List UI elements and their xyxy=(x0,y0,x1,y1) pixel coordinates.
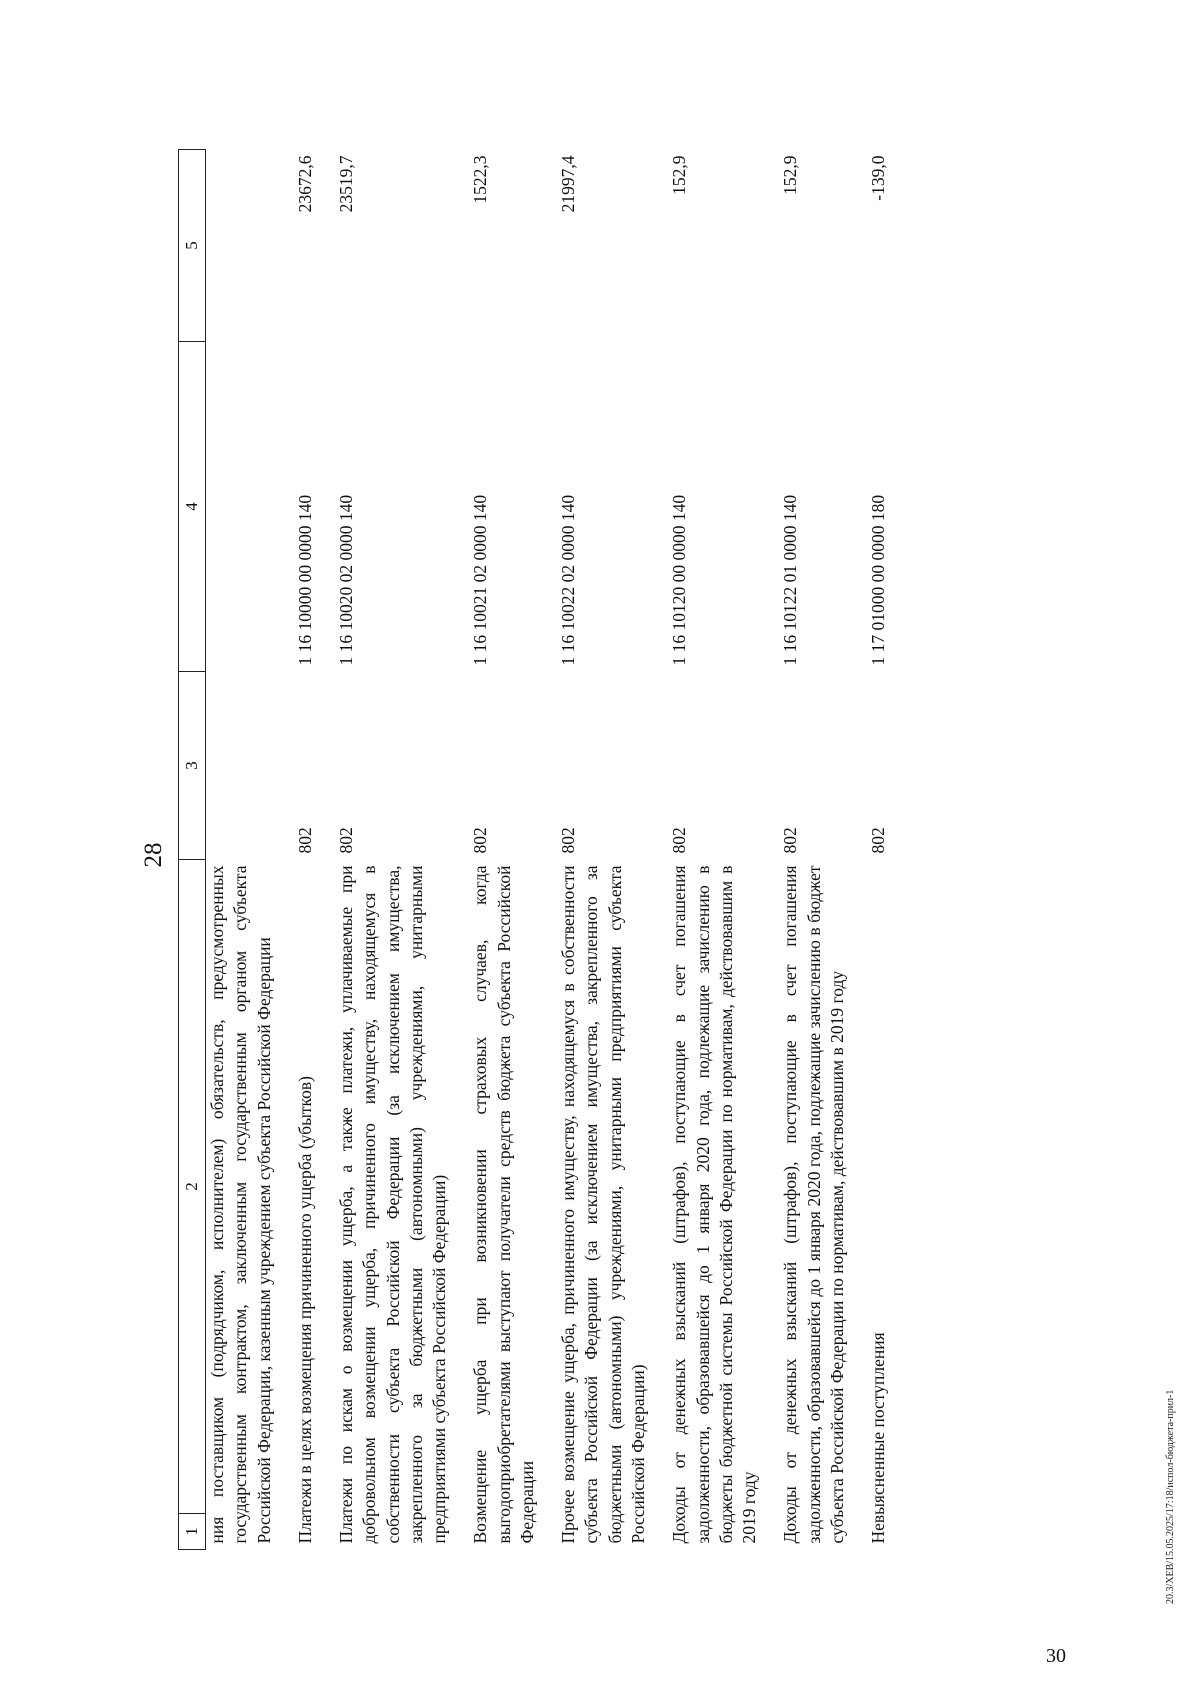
row-budget-code: 1 16 10020 02 0000 140 xyxy=(336,494,357,666)
row-admin-code: 802 xyxy=(669,827,690,854)
row-admin-code: 802 xyxy=(868,827,889,854)
row-description: Платежи в целях возмещения причиненного ущерба (убытков) xyxy=(294,1076,315,1544)
table-row xyxy=(867,150,908,1550)
col-header-1: 1 xyxy=(179,1514,206,1550)
col-header-2: 2 xyxy=(179,860,206,1514)
row-description: Возмещение ущерба при возникновении страховых случаев, когда выгодоприобретателями выступают получатели средств бюджета субъекта Российской Федерации xyxy=(470,865,537,1544)
row-admin-code: 802 xyxy=(558,827,579,854)
outer-page-number: 30 xyxy=(1046,1645,1066,1667)
row-amount: -139,0 xyxy=(868,155,889,201)
col-header-3: 3 xyxy=(179,672,206,860)
row-budget-code: 1 17 01000 00 0000 180 xyxy=(868,494,889,666)
row-description: Доходы от денежных взысканий (штрафов), поступающие в счет погашения задолженности, образовавшейся до 1 января 2020 года, подлежащие зачислению в бюджет субъекта Российской Федерации по нормативам, действовавшим в 2019 году xyxy=(780,865,847,1544)
col-header-4: 4 xyxy=(179,342,206,672)
row-amount: 152,9 xyxy=(669,155,690,195)
row-budget-code: 1 16 10021 02 0000 140 xyxy=(470,494,491,666)
table-row xyxy=(294,150,335,1550)
row-budget-code xyxy=(206,342,294,672)
row-amount xyxy=(206,150,294,342)
page-number: 28 xyxy=(140,842,167,868)
rotated-page xyxy=(60,90,1060,1620)
table-header-row xyxy=(179,150,206,1550)
row-description: ния поставщиком (подрядчиком, исполнителем) обязательств, предусмотренных государственным контрактом, заключенным государственным органом субъекта Российской Федерации, казенным учреждением субъекта Российской Федерации xyxy=(207,865,274,1544)
table-row xyxy=(779,150,867,1550)
row-admin-code xyxy=(206,672,294,860)
row-budget-code: 1 16 10122 01 0000 140 xyxy=(780,494,801,666)
table-row xyxy=(335,150,469,1550)
row-amount: 21997,4 xyxy=(558,155,579,213)
revenue-table xyxy=(178,149,908,1550)
row-budget-code: 1 16 10000 00 0000 140 xyxy=(294,494,315,666)
row-description: Доходы от денежных взысканий (штрафов), поступающие в счет погашения задолженности, образовавшейся до 1 января 2020 года, подлежащие зачислению в бюджеты бюджетной системы Российской Федерации по нормативам, действовавшим в 2019 году xyxy=(669,865,760,1544)
row-amount: 152,9 xyxy=(780,155,801,195)
col-header-5: 5 xyxy=(179,150,206,342)
row-description: Платежи по искам о возмещении ущерба, а также платежи, уплачиваемые при добровольном возмещении ущерба, причиненного имуществу, находящемуся в собственности субъекта Российской Федерации (за исключением имущества, закрепленного за бюджетными (автономными) учреждениями, унитарными предприятиями субъекта Российской Федерации) xyxy=(336,865,450,1544)
row-admin-code: 802 xyxy=(470,827,491,854)
row-description: Прочее возмещение ущерба, причиненного имуществу, находящемуся в собственности субъекта Российской Федерации (за исключением имущества, закрепленного за бюджетными (автономными) учреждениями, унитарными предприятиями субъекта Российской Федерации) xyxy=(558,865,648,1544)
footer-document-code: 20.3/XEB/15.05.2025/17:18/испол-бюджета-прил-1 xyxy=(1165,1389,1176,1604)
table-row xyxy=(206,150,294,1550)
row-amount: 23672,6 xyxy=(294,155,315,213)
row-description: Невыясненные поступления xyxy=(868,1332,889,1544)
table-row xyxy=(469,150,557,1550)
row-admin-code: 802 xyxy=(780,827,801,854)
row-amount: 23519,7 xyxy=(336,155,357,213)
row-budget-code: 1 16 10120 00 0000 140 xyxy=(669,494,690,666)
row-admin-code: 802 xyxy=(294,827,315,854)
row-admin-code: 802 xyxy=(336,827,357,854)
table-row xyxy=(668,150,779,1550)
row-budget-code: 1 16 10022 02 0000 140 xyxy=(558,494,579,666)
row-amount: 1522,3 xyxy=(470,155,491,204)
table-row xyxy=(557,150,668,1550)
